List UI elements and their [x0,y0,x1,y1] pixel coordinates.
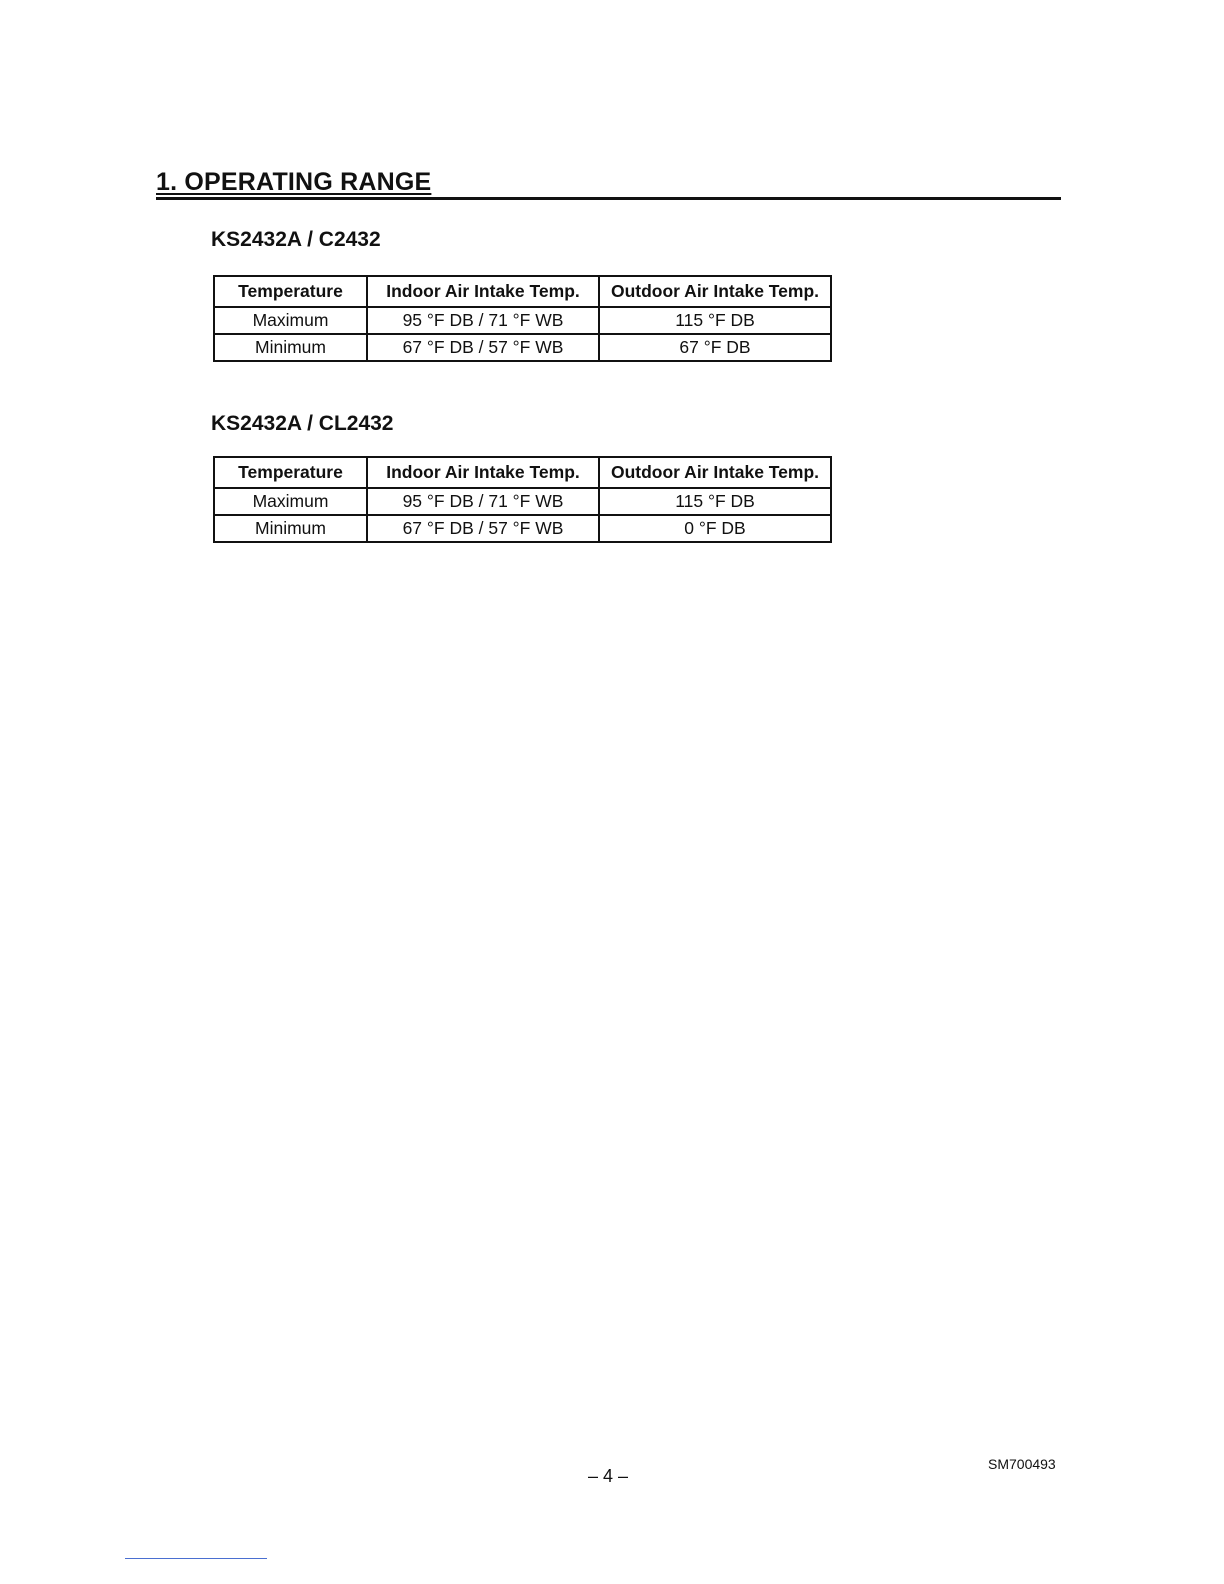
document-code: SM700493 [988,1456,1056,1472]
section-heading [156,166,1061,200]
row-label: Minimum [214,515,367,542]
indoor-value: 67 °F DB / 57 °F WB [367,515,599,542]
page-number: – 4 – [587,1466,629,1486]
table-row [214,515,831,542]
operating-range-table [213,456,832,543]
indoor-value: 95 °F DB / 71 °F WB [367,488,599,515]
row-label: Maximum [214,488,367,515]
column-header-outdoor: Outdoor Air Intake Temp. [599,276,831,307]
row-label: Maximum [214,307,367,334]
table-row [214,307,831,334]
indoor-value: 95 °F DB / 71 °F WB [367,307,599,334]
column-header-indoor: Indoor Air Intake Temp. [367,457,599,488]
outdoor-value: 67 °F DB [599,334,831,361]
column-header-indoor: Indoor Air Intake Temp. [367,276,599,307]
table-header-row [214,276,831,307]
column-header-outdoor: Outdoor Air Intake Temp. [599,457,831,488]
table-header-row [214,457,831,488]
operating-range-table [213,275,832,362]
section-title: 1. OPERATING RANGE [156,168,432,196]
outdoor-value: 0 °F DB [599,515,831,542]
column-header-temperature: Temperature [214,457,367,488]
model-title: KS2432A / C2432 [211,228,381,251]
model-title: KS2432A / CL2432 [211,412,394,435]
column-header-temperature: Temperature [214,276,367,307]
row-label: Minimum [214,334,367,361]
outdoor-value: 115 °F DB [599,307,831,334]
table-row [214,334,831,361]
outdoor-value: 115 °F DB [599,488,831,515]
footer-divider [125,1558,267,1559]
indoor-value: 67 °F DB / 57 °F WB [367,334,599,361]
table-row [214,488,831,515]
